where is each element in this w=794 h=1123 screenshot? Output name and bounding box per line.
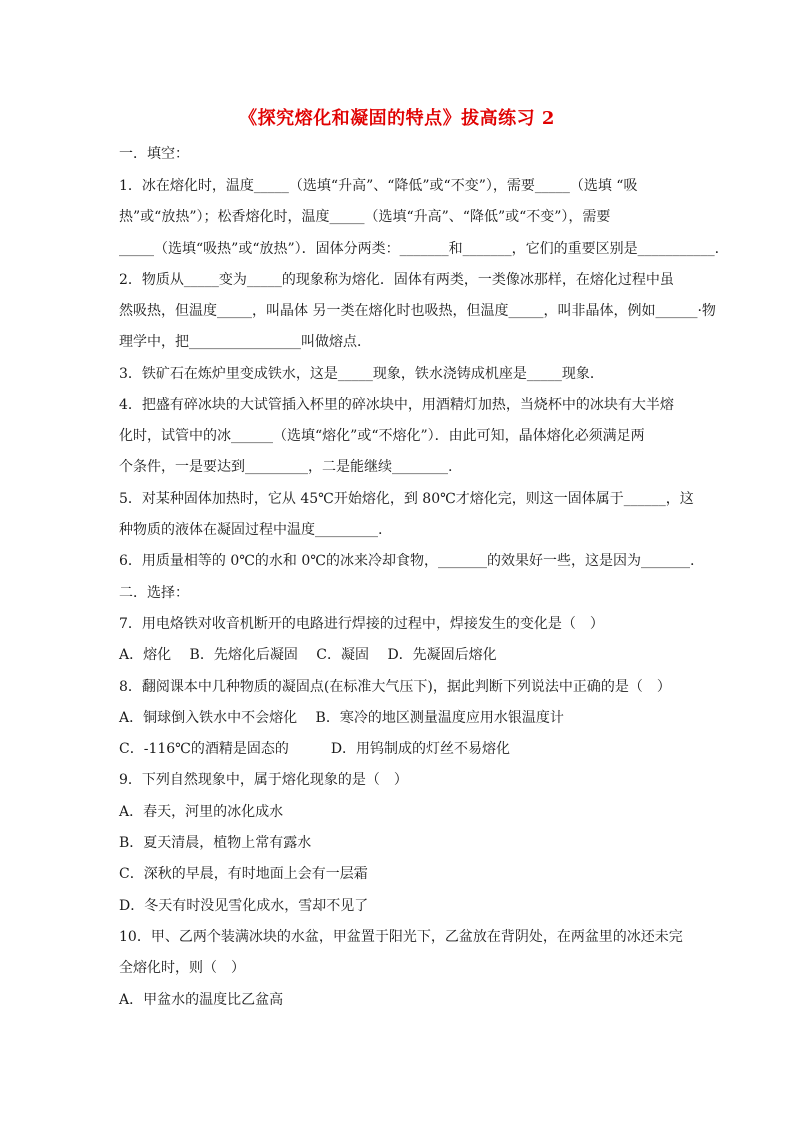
question-9-option-c: C．深秋的早晨，有时地面上会有一层霜	[119, 866, 368, 882]
question-8-options-cd: C．-116℃的酒精是固态的 D．用钨制成的灯丝不易熔化	[119, 741, 511, 757]
question-1-line-3: _____（选填“吸热”或“放热”）．固体分两类：_______和_______，它们的重要区别是___________.	[119, 241, 720, 257]
question-9-option-a: A．春天，河里的冰化成水	[119, 804, 284, 820]
question-8-options-ab: A．铜球倒入铁水中不会熔化 B．寒冷的地区测量温度应用水银温度计	[119, 710, 564, 726]
question-9-option-b: B．夏天清晨，植物上常有露水	[119, 835, 312, 851]
question-4-line-2: 化时，试管中的冰______（选填“熔化”或“不熔化”）．由此可知，晶体熔化必须满足两	[119, 428, 645, 444]
document-title: 《探究熔化和凝固的特点》拔高练习 2	[239, 108, 555, 129]
question-6: 6．用质量相等的 0℃的水和 0℃的冰来冷却食物，_______的效果好一些，这是因为_______.	[119, 553, 695, 569]
question-10-option-a: A．甲盆水的温度比乙盆高	[119, 992, 284, 1008]
question-2-line-3: 理学中，把________________叫做熔点．	[119, 334, 371, 350]
question-9-option-d: D．冬天有时没见雪化成水，雪却不见了	[119, 898, 369, 914]
section-heading-fill-blank: 一．填空：	[119, 146, 189, 162]
section-heading-choice: 二．选择：	[119, 585, 189, 601]
question-3: 3．铁矿石在炼炉里变成铁水，这是_____现象，铁水浇铸成机座是_____现象．	[119, 366, 604, 382]
question-2-line-2: 然吸热，但温度_____，叫晶体 另一类在熔化时也吸热，但温度_____，叫非晶体，例如______·物	[119, 303, 716, 319]
question-7-options: A．熔化 B．先熔化后凝固 C．凝固 D．先凝固后熔化	[119, 647, 497, 663]
question-1-line-1: 1．冰在熔化时，温度_____（选填“升高”、“降低”或“不变”），需要_____（选填 “吸	[119, 178, 638, 194]
question-5-line-1: 5．对某种固体加热时，它从 45℃开始熔化，到 80℃才熔化完，则这一固体属于______，这	[119, 491, 694, 507]
question-2-line-1: 2．物质从_____变为_____的现象称为熔化．固体有两类，一类像冰那样，在熔化过程中虽	[119, 272, 674, 288]
question-5-line-2: 种物质的液体在凝固过程中温度_________.	[119, 522, 383, 538]
question-9: 9．下列自然现象中，属于熔化现象的是（ ）	[119, 772, 408, 788]
question-7: 7．用电烙铁对收音机断开的电路进行焊接的过程中，焊接发生的变化是（ ）	[119, 616, 604, 632]
question-8: 8．翻阅课本中几种物质的凝固点(在标准大气压下)，据此判断下列说法中正确的是（ ）	[119, 679, 671, 695]
question-10-line-1: 10．甲、乙两个装满冰块的水盆，甲盆置于阳光下，乙盆放在背阴处，在两盆里的冰还未完	[119, 929, 683, 945]
question-4-line-3: 个条件，一是要达到_________，二是能继续________.	[119, 459, 453, 475]
question-4-line-1: 4．把盛有碎冰块的大试管插入杯里的碎冰块中，用酒精灯加热，当烧杯中的冰块有大半熔	[119, 397, 674, 413]
question-1-line-2: 热”或“放热”）；松香熔化时，温度_____（选填“升高”、“降低”或“不变”），需要	[119, 209, 611, 225]
question-10-line-2: 全熔化时，则（ ）	[119, 960, 245, 976]
